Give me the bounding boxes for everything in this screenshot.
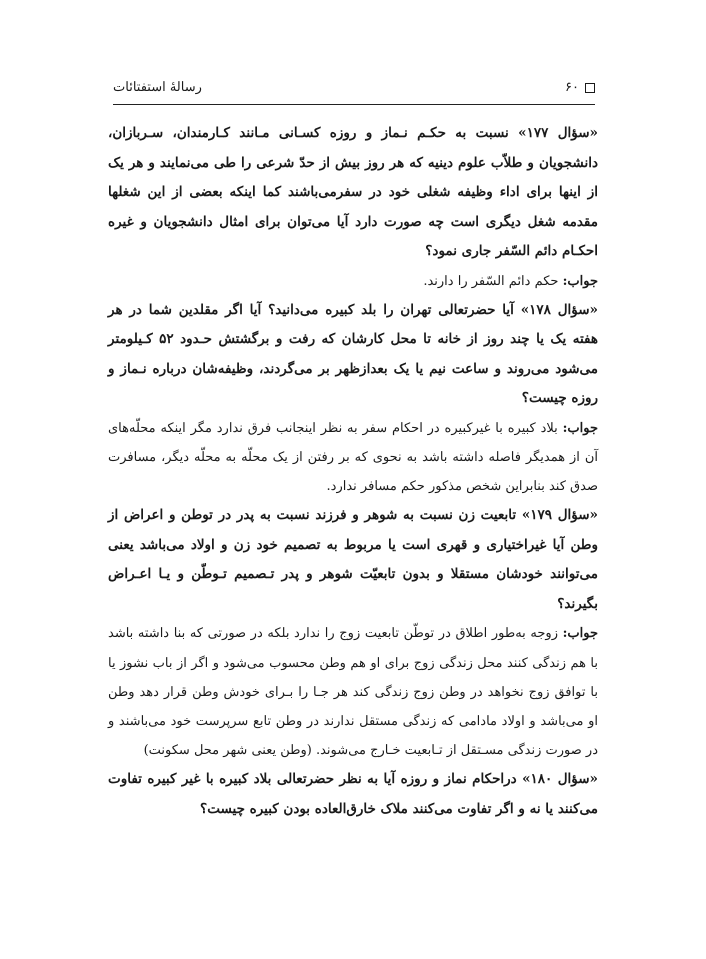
header-divider (113, 104, 595, 105)
question-text: نسبت به حکـم نـماز و روزه کسـانی مـانند کـارمندان، سـربازان، دانشجویان و طلاّب علوم دینیه که هر روز بیش از حدّ شرعی را طی می‌نمایند و هر یک از اینها برای اداء وظیفه شغلی خود در سفرمی‌باشند کما اینکه بعضی از این شغلها مقدمه شغل دیگری است چه صورت دارد آیا می‌توان برای امثال دانشجویان و غیره احکـام دائم السّفر جاری نمود؟ (108, 125, 598, 259)
page-number: ۶۰ (565, 80, 579, 95)
question-180 (108, 765, 598, 824)
answer-text: حکم دائم السّفر را دارند. (423, 273, 563, 289)
page-header (113, 78, 595, 104)
question-177 (108, 119, 598, 267)
question-text: آیا حضرتعالی تهران را بلد کبیره می‌دانید؟ آیا اگر مقلدین شما در هر هفته یک یا چند روز از خانه تا محل کارشان که رفت و برگشتش حـدود ۵۲ کـیلومتر می‌شود می‌روند و ساعت نیم یا یک بعدازظهر بر می‌گردند، وظیفه‌شان درباره نـماز و روزه چیست؟ (108, 301, 598, 407)
question-179 (108, 501, 598, 619)
answer-text: زوجه به‌طور اطلاق در توطّن تابعیت زوج را ندارد بلکه در صورتی که بنا داشته باشد با هم زندگی کنند محل زندگی زوج برای او هم وطن محسوب می‌شود و اگر از باب نشوز یا با توافق زوج نخواهد در وطن زوج زندگی کند هر جـا را بـرای خودش وطن قرار دهد وطن او می‌باشد و اولاد مادامی که زندگی مستقل ندارند در وطن تابع سرپرست خود می‌باشند و در صورت زندگی مسـتقل از تـابعیت خـارج می‌شوند. (وطن یعنی شهر محل سکونت) (108, 626, 598, 759)
answer-177 (108, 267, 598, 296)
page-number-group (565, 80, 595, 95)
question-text: تابعیت زن نسبت به شوهر و فرزند نسبت به پدر در توطن و اعراض از وطن آیا غیراختیاری و قهری است یا مربوط به تصمیم خود زن و اولاد می‌باشد یعنی می‌توانند خودشان مستقلا و بدون تابعیّت شوهر و پدر تـصمیم تـوطّن و یـا اعـراض بگیرند؟ (108, 507, 598, 612)
question-label: «سؤال ۱۷۸» (520, 301, 598, 318)
question-label: «سؤال ۱۷۹» (521, 507, 598, 524)
answer-label: جواب: (562, 626, 598, 642)
answer-179 (108, 619, 598, 765)
running-title: رسالهٔ استفتائات (113, 80, 202, 95)
question-label: «سؤال ۱۷۷» (518, 125, 598, 141)
answer-178 (108, 414, 598, 502)
square-icon (585, 83, 595, 93)
answer-text: بلاد کبیره با غیرکبیره در احکام سفر به نظر اینجانب فرق ندارد مگر اینکه محلّه‌های آن از همدیگر فاصله داشته باشد به نحوی که بر رفتن از یک محلّه به محلّه دیگر، مسافرت صدق کند بنابراین شخص مذکور حکم مسافر ندارد. (108, 420, 598, 495)
question-178 (108, 296, 598, 414)
answer-label: جواب: (562, 420, 598, 436)
answer-label: جواب: (562, 273, 598, 289)
page-body (108, 119, 598, 824)
question-label: «سؤال ۱۸۰» (522, 771, 598, 788)
question-text: دراحکام نماز و روزه آیا به نظر حضرتعالی بلاد کبیره با غیر کبیره تفاوت می‌کنند یا نه و اگر تفاوت می‌کنند ملاک خارق‌العاده بودن کبیره چیست؟ (108, 771, 598, 817)
